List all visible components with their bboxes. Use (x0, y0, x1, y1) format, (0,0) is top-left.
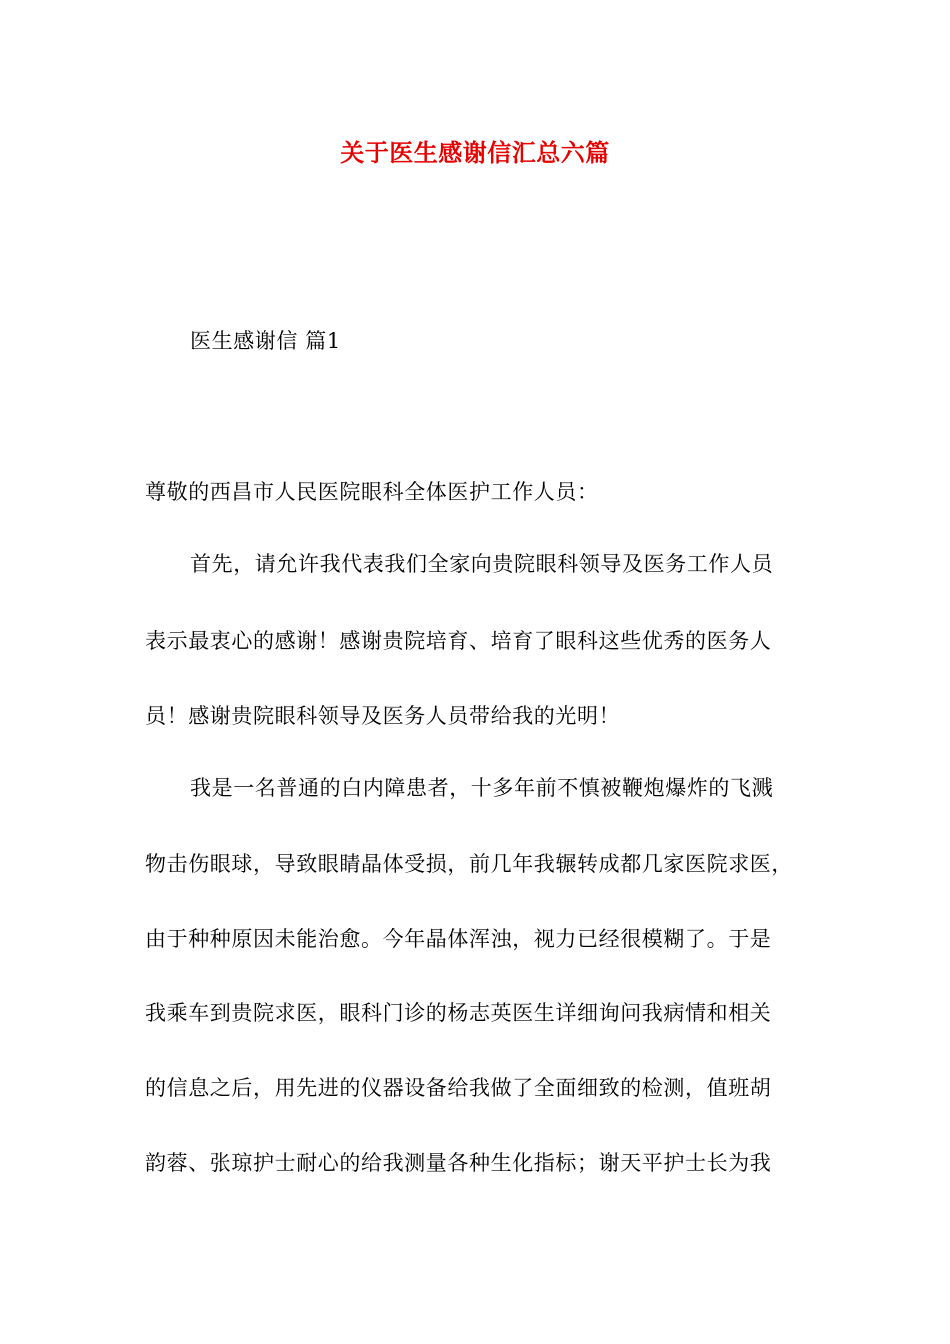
paragraph-line: 韵蓉、张琼护士耐心的给我测量各种生化指标；谢天平护士长为我 (145, 1151, 772, 1175)
salutation: 尊敬的西昌市人民医院眼科全体医护工作人员： (145, 480, 599, 504)
paragraph-line: 表示最衷心的感谢！感谢贵院培育、培育了眼科这些优秀的医务人 (145, 629, 772, 653)
paragraph-line: 物击伤眼球，导致眼睛晶体受损，前几年我辗转成都几家医院求医， (145, 852, 793, 876)
paragraph-line: 由于种种原因未能治愈。今年晶体浑浊，视力已经很模糊了。于是 (145, 927, 772, 951)
document-title: 关于医生感谢信汇总六篇 (340, 138, 610, 167)
section-heading: 医生感谢信 篇1 (190, 329, 341, 353)
paragraph-line: 员！感谢贵院眼科领导及医务人员带给我的光明！ (145, 704, 621, 728)
paragraph-line: 我是一名普通的白内障患者，十多年前不慎被鞭炮爆炸的飞溅 (190, 776, 774, 800)
paragraph-line: 我乘车到贵院求医，眼科门诊的杨志英医生详细询问我病情和相关 (145, 1001, 772, 1025)
paragraph-line: 的信息之后，用先进的仪器设备给我做了全面细致的检测，值班胡 (145, 1076, 772, 1100)
paragraph-line: 首先，请允许我代表我们全家向贵院眼科领导及医务工作人员 (190, 552, 774, 576)
